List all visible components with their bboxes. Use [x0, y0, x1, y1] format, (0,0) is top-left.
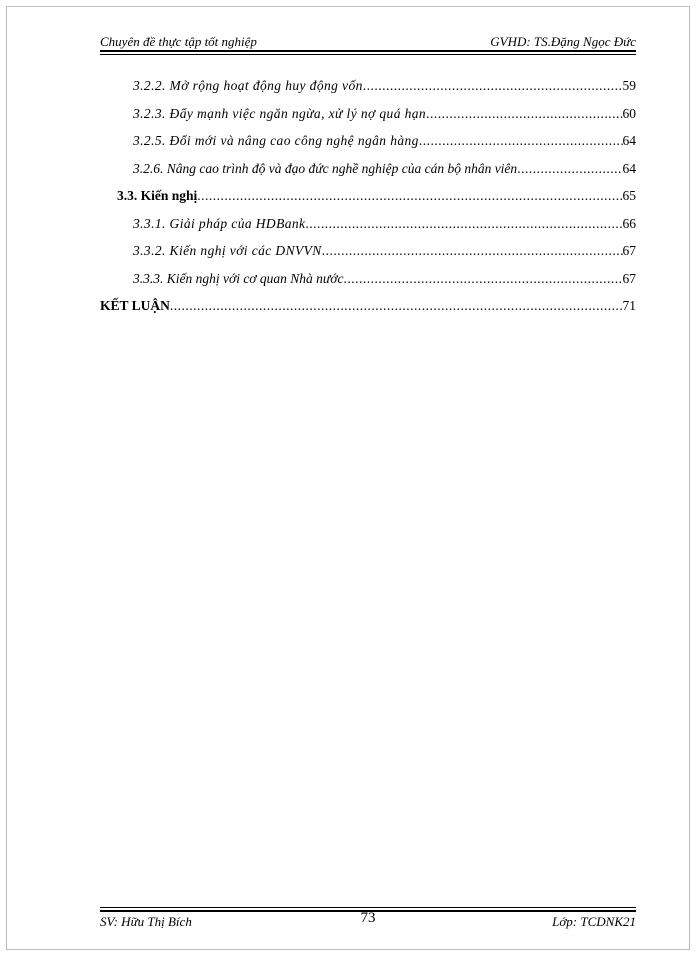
toc-leader-dots [426, 106, 622, 122]
toc-leader-dots [170, 298, 623, 314]
toc-entry-title: 3.3. Kiến nghị [117, 188, 198, 203]
toc-entry[interactable] [100, 133, 636, 161]
toc-entry[interactable] [100, 106, 636, 134]
toc-leader-dots [343, 271, 622, 287]
header-rule [100, 50, 636, 55]
toc-entry-title: 3.2.5. Đổi mới và nâng cao công nghệ ngân hàng [133, 133, 419, 148]
toc-entry-title: 3.2.3. Đẩy mạnh việc ngăn ngừa, xử lý nợ quá hạn [133, 105, 427, 121]
toc-leader-dots [363, 78, 623, 94]
toc-entry[interactable] [100, 298, 636, 326]
toc-entry-page: 67 [622, 243, 636, 258]
toc-entry[interactable] [100, 271, 636, 299]
toc-entry[interactable] [100, 161, 636, 189]
table-of-contents [100, 78, 636, 326]
toc-entry-title: 3.2.6. Nâng cao trình độ và đạo đức nghề nghiệp của cán bộ nhân viên [133, 160, 518, 176]
footer-left-text: SV: Hữu Thị Bích [100, 914, 192, 929]
toc-entry-page: 64 [622, 160, 636, 176]
page-header [100, 30, 636, 50]
toc-entry[interactable] [100, 243, 636, 271]
toc-entry-title: 3.3.2. Kiến nghị với các DNVVN [133, 243, 322, 258]
toc-entry-title: 3.3.3. Kiến nghị với cơ quan Nhà nước [133, 270, 344, 286]
toc-entry-title: KẾT LUẬN [100, 298, 170, 313]
toc-entry-title: 3.2.2. Mở rộng hoạt động huy động vốn [133, 78, 363, 93]
toc-entry-page: 65 [622, 188, 636, 203]
toc-entry[interactable] [100, 216, 636, 244]
page-footer [100, 912, 636, 934]
toc-entry-page: 60 [622, 105, 636, 121]
toc-leader-dots [197, 188, 622, 204]
footer-right-text: Lớp: TCDNK21 [552, 914, 636, 929]
toc-entry-page: 64 [622, 133, 636, 148]
toc-leader-dots [517, 161, 622, 177]
header-left-text: Chuyên đề thực tập tốt nghiệp [100, 34, 257, 49]
toc-entry-page: 71 [622, 298, 636, 313]
footer-page-number: 73 [360, 910, 376, 926]
toc-entry-page: 59 [622, 78, 636, 93]
toc-entry[interactable] [100, 78, 636, 106]
toc-leader-dots [322, 243, 623, 259]
toc-leader-dots [305, 216, 622, 232]
toc-entry-page: 66 [622, 215, 636, 231]
toc-entry-page: 67 [622, 270, 636, 286]
toc-entry[interactable] [100, 188, 636, 216]
toc-entry-title: 3.3.1. Giải pháp của HDBank [133, 215, 306, 231]
toc-leader-dots [419, 133, 623, 149]
header-right-text: GVHD: TS.Đặng Ngọc Đức [490, 34, 636, 49]
